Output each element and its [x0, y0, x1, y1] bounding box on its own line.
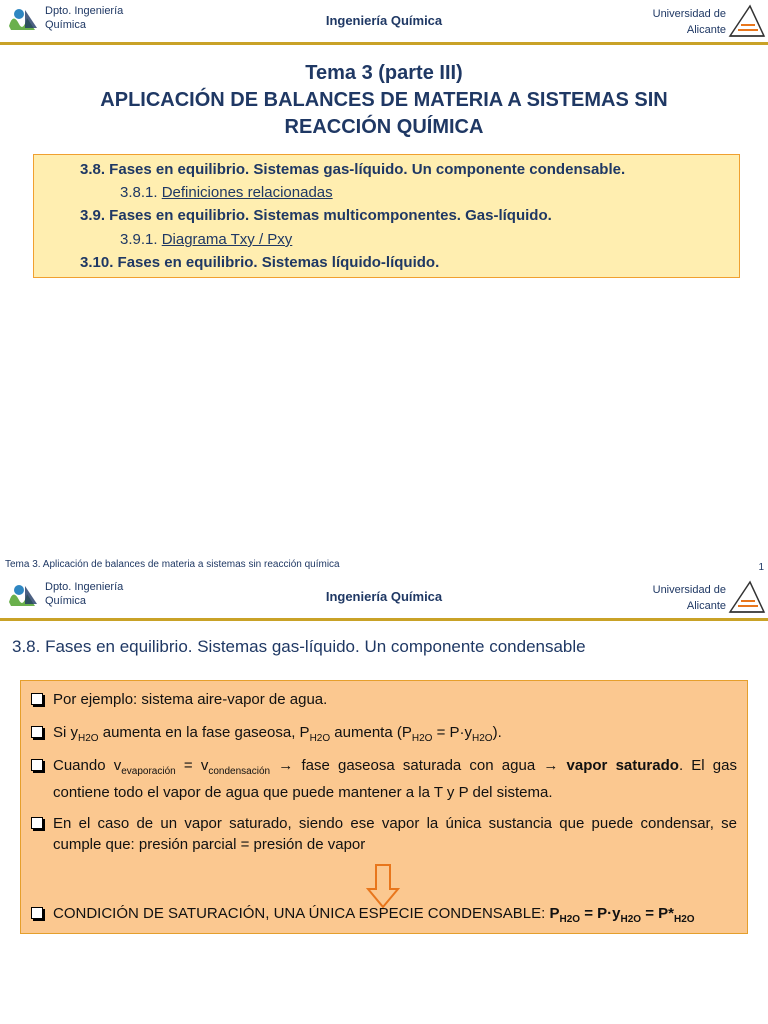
section-title: 3.8. Fases en equilibrio. Sistemas gas-líquido. Un componente condensable	[12, 637, 586, 656]
university-line-1: Universidad de	[652, 584, 726, 596]
slide-header	[0, 576, 768, 620]
course-title: Ingeniería Química	[325, 589, 443, 604]
university-logo-icon	[728, 578, 766, 616]
checkbox-bullet-icon	[31, 726, 43, 738]
checkbox-bullet-icon	[31, 693, 43, 705]
university-line-1: Universidad de	[652, 8, 726, 20]
department-line-2: Química	[45, 595, 86, 607]
university-logo-icon	[728, 2, 766, 40]
university-line-2: Alicante	[686, 600, 726, 612]
bullet-5	[31, 903, 737, 930]
link-definiciones[interactable]: Definiciones relacionadas	[161, 184, 333, 201]
slide-header	[0, 0, 768, 44]
toc-number: 3.8.1.	[120, 184, 158, 201]
toc-number: 3.9.1.	[120, 231, 158, 248]
department-line-1: Dpto. Ingeniería	[45, 581, 124, 593]
toc-item-3-9: 3.9. Fases en equilibrio. Sistemas multicomponentes. Gas-líquido.	[80, 207, 552, 224]
bullet-text: Si $y_{H2O}$ aumenta en la fase gaseosa, $P_{H2O}$ aumenta $(P_{H2O} = P\cdot y_{H2O})$.	[53, 724, 502, 744]
university-name	[653, 582, 726, 614]
course-title: Ingeniería Química	[325, 13, 443, 28]
department-line-2: Química	[45, 19, 86, 31]
bullet-4	[31, 813, 737, 855]
title-line-3: REACCIÓN QUÍMICA	[284, 116, 484, 138]
toc-item-3-9-1	[120, 231, 292, 248]
table-of-contents	[33, 154, 740, 278]
toc-item-3-8-1	[120, 184, 333, 201]
toc-item-3-10: 3.10. Fases en equilibrio. Sistemas líquido-líquido.	[80, 254, 440, 271]
title-line-2: APLICACIÓN DE BALANCES DE MATERIA A SISTEMAS SIN	[100, 89, 668, 111]
university-name	[653, 6, 726, 38]
bullet-text: Por ejemplo: sistema aire-vapor de agua.	[53, 691, 328, 708]
slide-footer: Tema 3. Aplicación de balances de materia a sistemas sin reacción química	[5, 559, 340, 570]
bullet-1	[31, 689, 737, 710]
header-divider	[0, 42, 768, 45]
checkbox-bullet-icon	[31, 759, 43, 771]
department-line-1: Dpto. Ingeniería	[45, 5, 124, 17]
bullet-text: CONDICIÓN DE SATURACIÓN, UNA ÚNICA ESPECIE CONDENSABLE: $P_{H2O} = P\cdot y_{H2O} = P*_{H2O}$	[53, 905, 695, 925]
checkbox-bullet-icon	[31, 817, 43, 829]
slide-title	[0, 60, 768, 141]
title-line-1: Tema 3 (parte III)	[305, 62, 463, 84]
checkbox-bullet-icon	[31, 907, 43, 919]
bullet-2	[31, 722, 737, 749]
content-box	[20, 680, 748, 934]
link-diagrama[interactable]: Diagrama Txy / Pxy	[161, 231, 293, 248]
university-line-2: Alicante	[686, 24, 726, 36]
bullet-text: Cuando $v_{evaporación} = v_{condensación}$ → fase gaseosa saturada con agua → vapor saturado. El gas contiene todo el vapor de agua que puede mantener a la T y P del sistema.	[53, 757, 737, 801]
bullet-text: En el caso de un vapor saturado, siendo ese vapor la única sustancia que puede condensar, se cumple que: presión parcial = presión de vapor	[53, 815, 737, 853]
header-divider	[0, 618, 768, 621]
slide-2	[0, 576, 768, 1024]
page-number: 1	[758, 562, 764, 573]
bullet-3	[31, 755, 737, 803]
toc-item-3-8: 3.8. Fases en equilibrio. Sistemas gas-líquido. Un componente condensable.	[80, 161, 626, 178]
